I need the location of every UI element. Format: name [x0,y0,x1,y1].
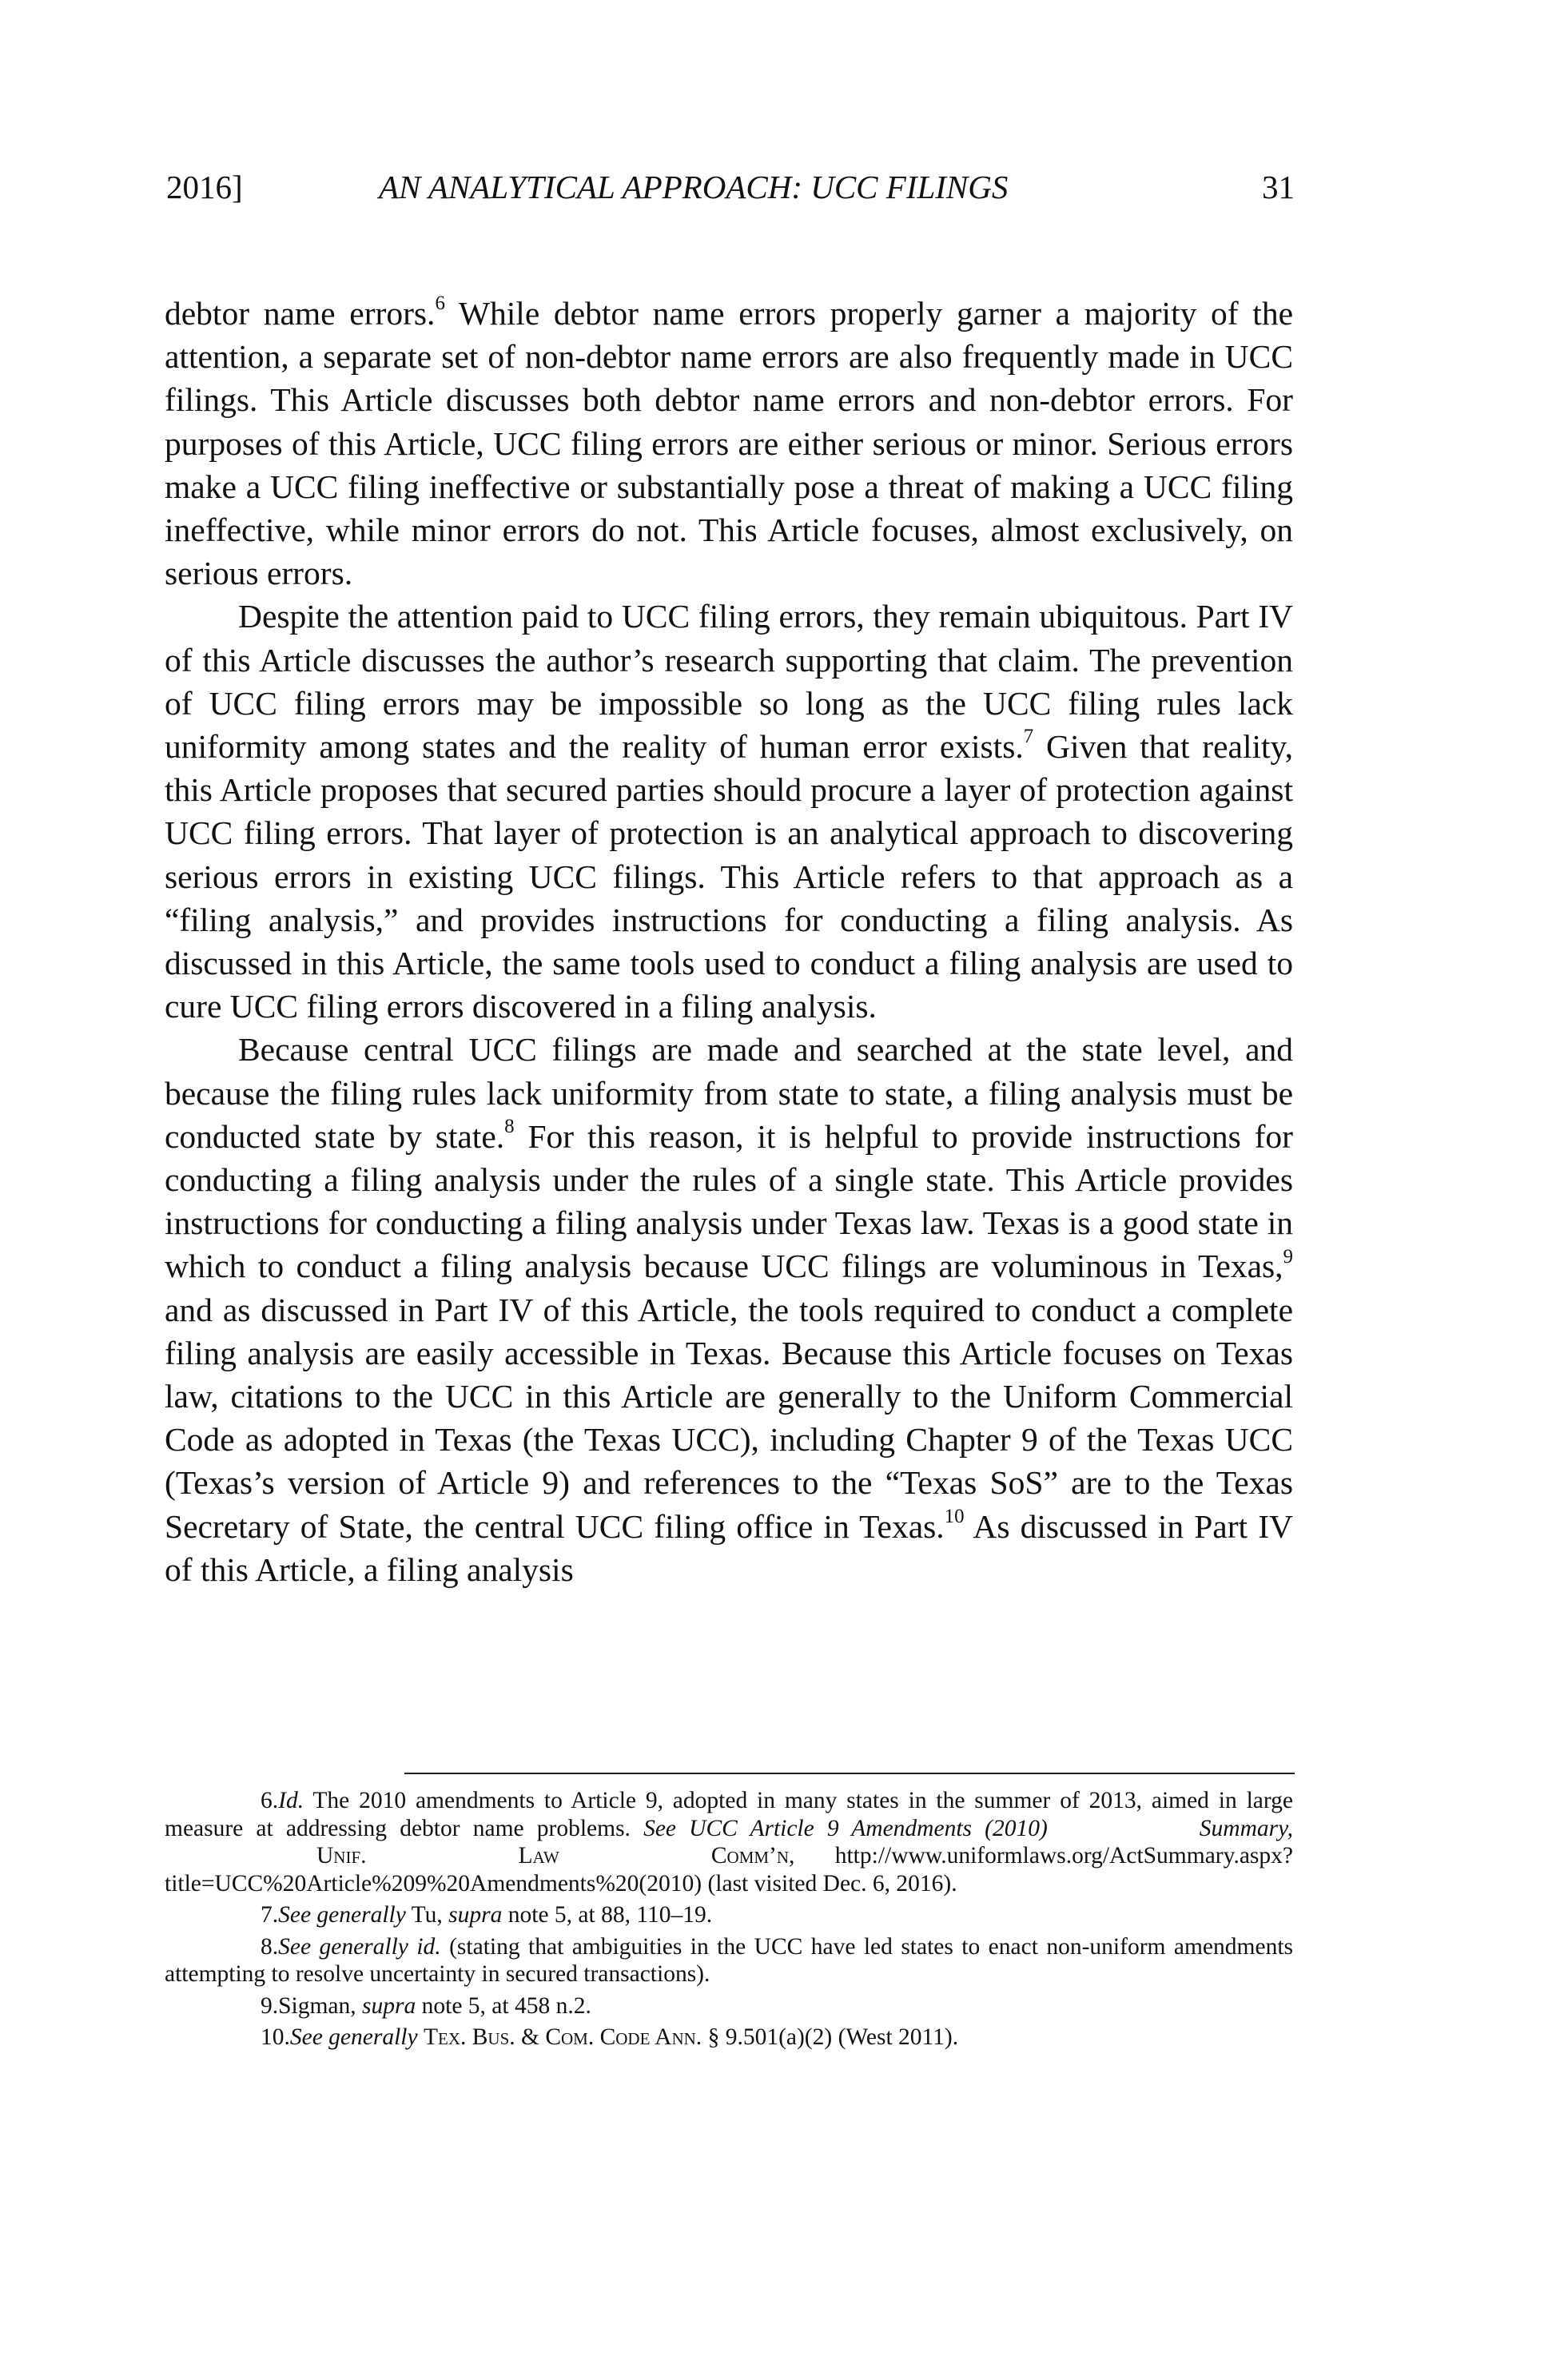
italic-text: Id. [278,1788,304,1813]
footnote-separator [404,1773,1295,1774]
footnote-reference: 6 [435,293,445,315]
text-run: http://www.uniformlaws.org/ActSummary.aspx?title=UCC%20Article%209%20Amendments%20(2010) (last visited Dec. 6, 2016). [165,1843,1293,1896]
italic-text: See generally [278,1902,406,1928]
body-paragraph-1 [165,292,1293,595]
text-run: § 9.501(a)(2) (West 2011). [702,2024,959,2050]
text-run: and as discussed in Part IV of this Article, the tools required to conduct a complete filing analysis are easily accessible in Texas. Because this Article focuses on Texas law, citations to the UCC in this Article are generally to the Uniform Commercial Code as adopted in Texas (the Texas UCC), including Chapter 9 of the Texas UCC (Texas’s version of Article 9) and references to the “Texas SoS” are to the Texas Secretary of State, the central UCC filing office in Texas. [165,1291,1293,1545]
text-run: Given that reality, this Article proposes that secured parties should procure a layer of protection against UCC filing errors. That layer of protection is an analytical approach to discovering serious errors in existing UCC filings. This Article refers to that approach as a “filing analysis,” and provides instructions for conducting a filing analysis. As discussed in this Article, the same tools used to conduct a filing analysis are used to cure UCC filing errors discovered in a filing analysis. [165,728,1293,1025]
text-run: For this reason, it is helpful to provide instructions for conducting a filing analysis under the rules of a single state. This Article provides instructions for conducting a filing analysis under Texas law. Texas is a good state in which to conduct a filing analysis because UCC filings are voluminous in Texas, [165,1117,1294,1285]
footnotes [165,1787,1293,2056]
footnote-9 [165,1992,1293,2020]
body-text [165,292,1293,1591]
footnote-number: 8. [261,1933,279,1960]
body-paragraph-3 [165,1028,1293,1591]
italic-text: supra [448,1902,503,1928]
small-caps-text: Law [518,1843,559,1869]
header-running-title: AN ANALYTICAL APPROACH: UCC FILINGS [379,169,1009,205]
page-number: 31 [1262,169,1295,205]
text-run: debtor name errors. [165,295,436,332]
text-run [418,2024,424,2050]
footnote-number: 9. [261,1992,279,2019]
body-paragraph-2 [165,595,1293,1028]
italic-text: See generally [289,2024,418,2050]
text-run: Because central UCC filings are made and searched at the state level, and because the filing rules lack uniformity from state to state, a filing analysis must be conducted state by state. [165,1031,1293,1155]
text-run: Tu, [405,1902,449,1928]
text-run: The 2010 amendments to Article 9, adopted in many states in the summer of 2013, aimed in large measure at addressing debtor name problems. [165,1788,1293,1841]
italic-text: See UCC Article 9 Amendments (2010) [643,1815,1048,1841]
text-run: Despite the attention paid to UCC filing errors, they remain ubiquitous. Part IV of this Article discusses the author’s research supporting that claim. The prevention of UCC filing errors may be impossible so long as the UCC filing rules lack uniformity among states and the reality of human error exists. [165,598,1293,766]
italic-text: Summary, [1199,1815,1293,1841]
text-run: While debtor name errors properly garner a majority of the attention, a separate set of non-debtor name errors are also frequently made in UCC filings. This Article discusses both debtor name errors and non-debtor errors. For purposes of this Article, UCC filing errors are either serious or minor. Serious errors make a UCC filing ineffective or substantially pose a threat of making a UCC filing ineffective, while minor errors do not. This Article focuses, almost exclusively, on serious errors. [165,295,1294,592]
text-run: Sigman, [278,1992,363,2019]
header-volume-year: 2016] [166,169,243,205]
italic-text: supra [362,1992,416,2019]
small-caps-text: Tex. Bus. & Com. Code Ann. [423,2024,702,2050]
footnote-8 [165,1933,1293,1988]
text-run: As discussed in Part IV of this Article, a filing analysis [165,1507,1293,1588]
text-run: (stating that ambiguities in the UCC have led states to enact non-uniform amendments attempting to resolve uncertainty in secured transactions). [165,1933,1293,1987]
footnote-number: 7. [261,1902,279,1928]
footnote-reference: 8 [504,1116,515,1138]
running-header [166,168,1295,216]
text-run: note 5, at 88, 110–19. [502,1902,713,1928]
footnote-reference: 10 [944,1506,965,1528]
footnote-reference: 9 [1283,1245,1293,1268]
footnote-reference: 7 [1023,726,1034,748]
footnote-number: 10. [261,2024,290,2050]
italic-text: See generally id. [278,1933,441,1960]
footnote-6 [165,1787,1293,1897]
small-caps-text: Unif. [316,1843,367,1869]
text-run: note 5, at 458 n.2. [416,1992,591,2019]
footnote-7 [165,1901,1293,1929]
small-caps-text: Comm’n, [710,1843,795,1869]
footnote-number: 6. [261,1788,279,1813]
footnote-10 [165,2024,1293,2052]
